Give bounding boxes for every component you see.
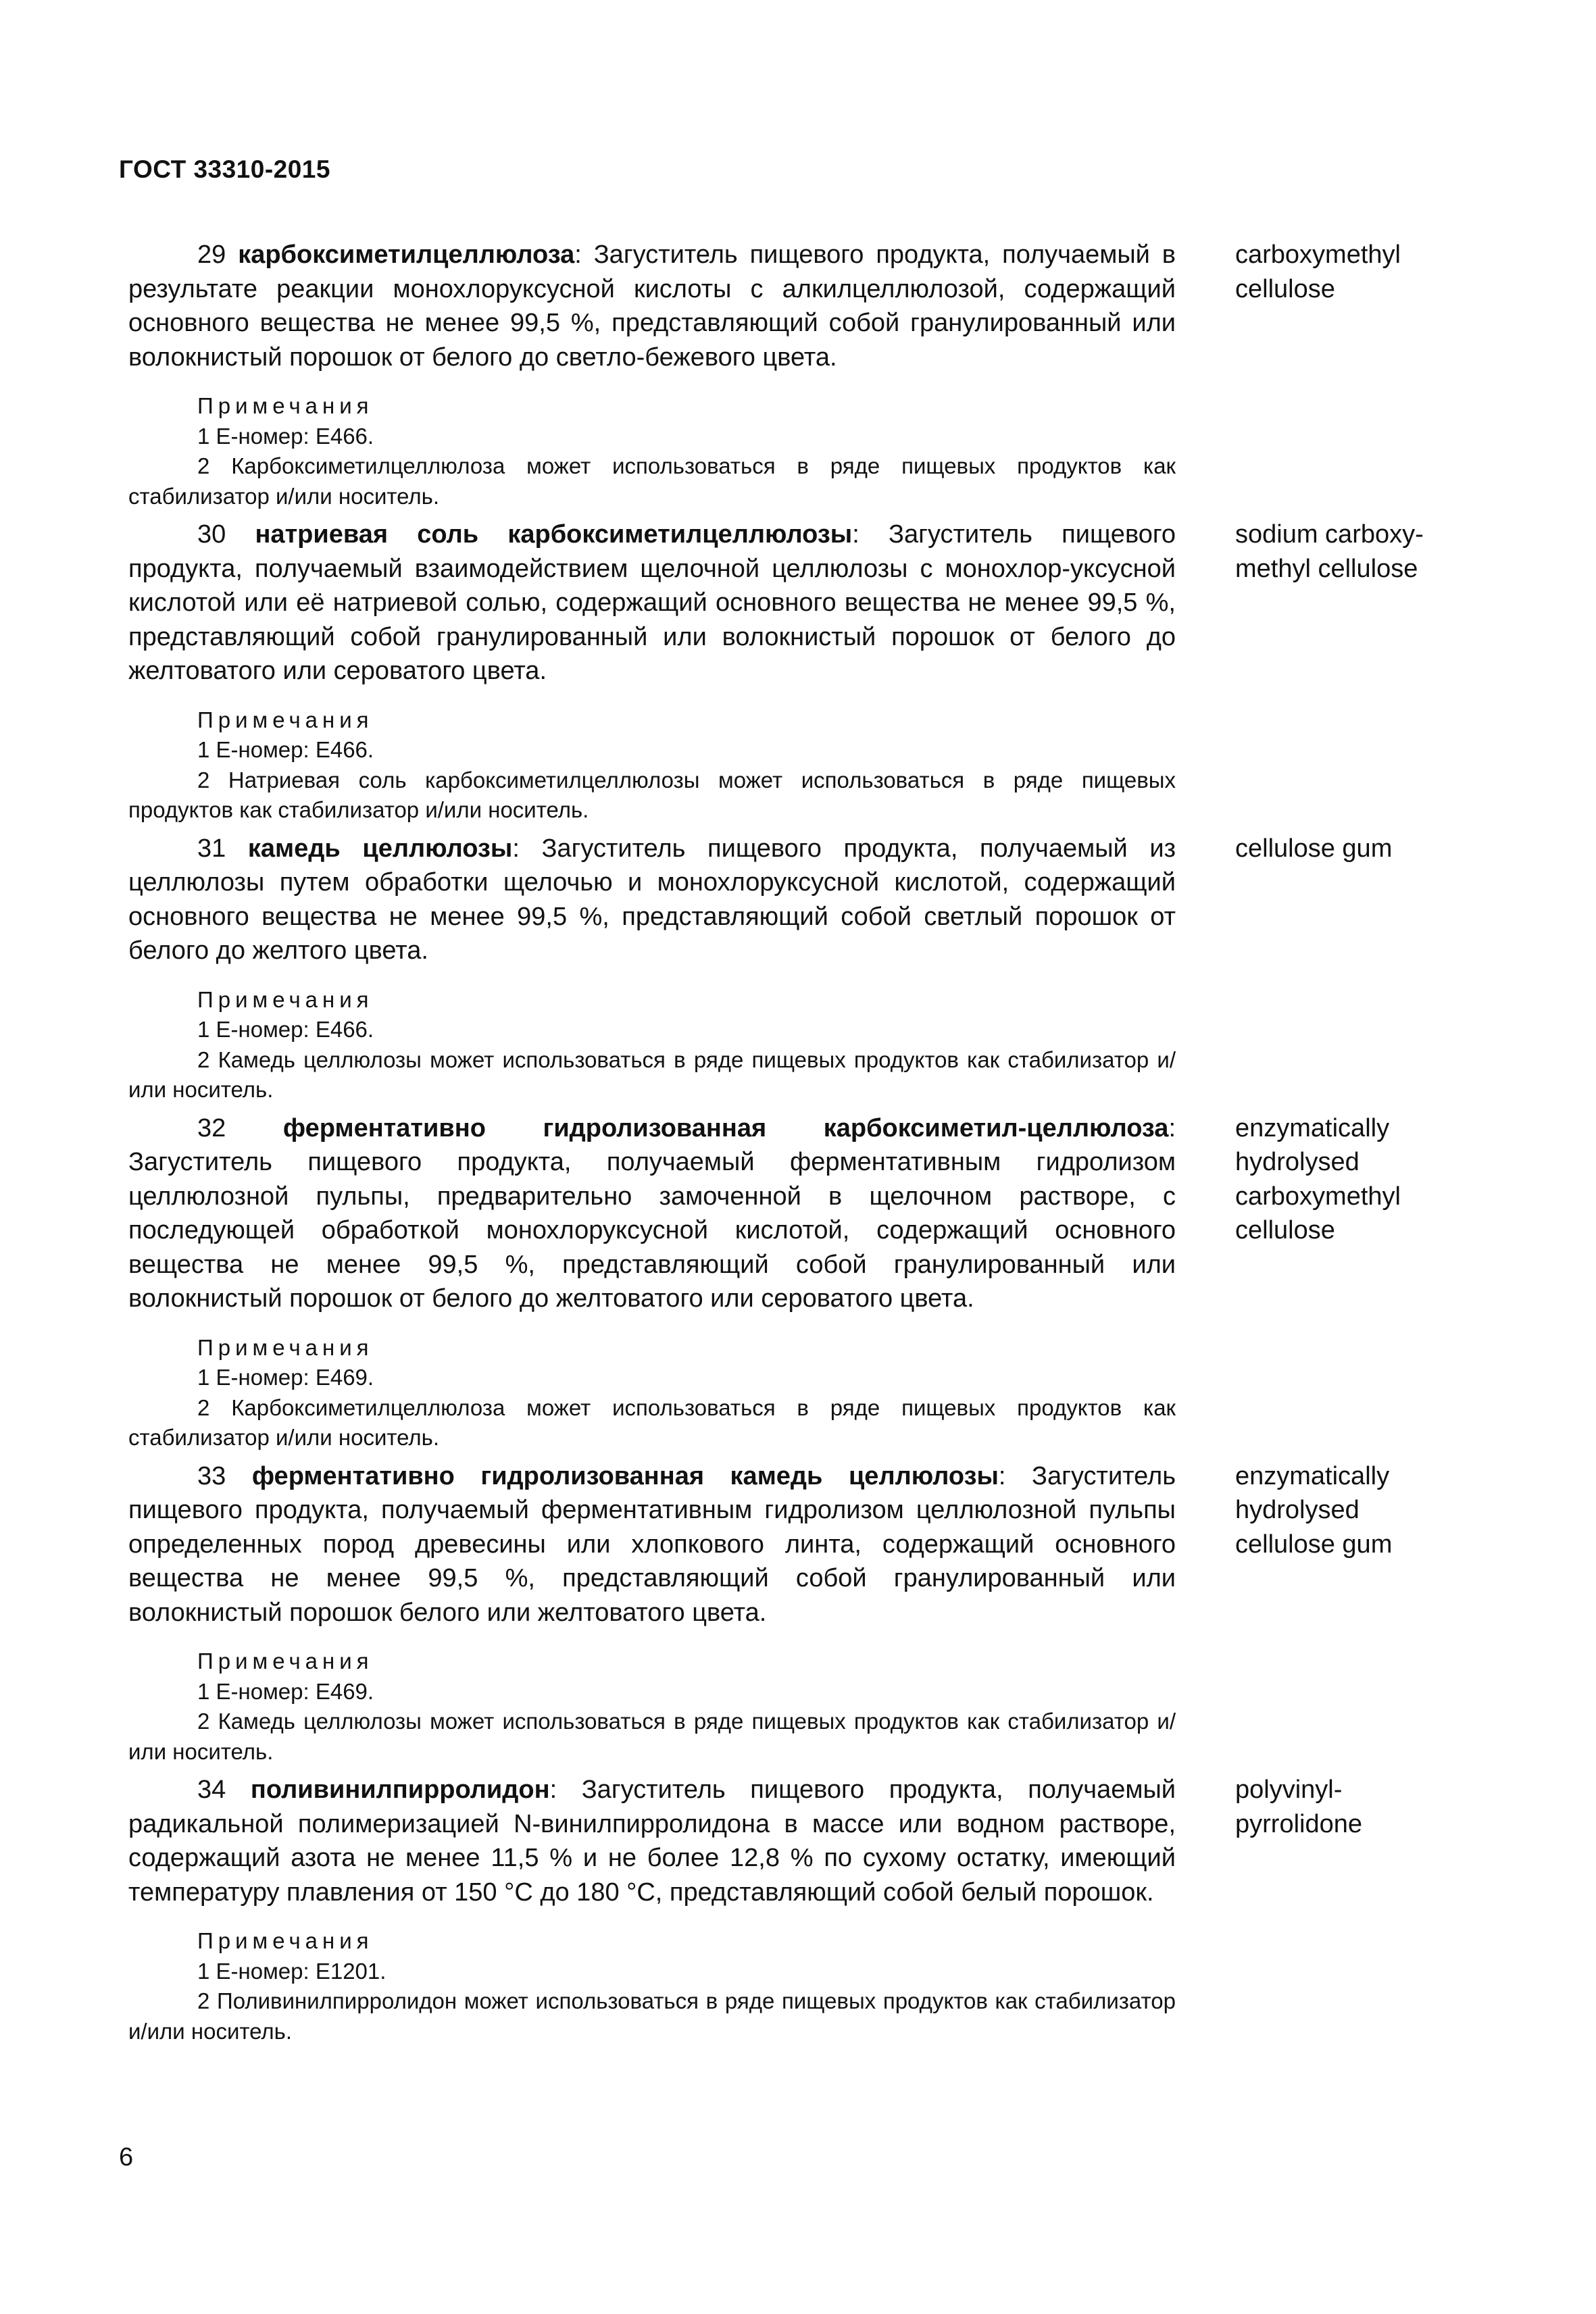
english-term-line: pyrrolidone <box>1235 1809 1362 1838</box>
notes-title: Примечания <box>197 1334 374 1360</box>
notes-block <box>128 1926 1176 2046</box>
english-term-line: hydrolysed <box>1235 1148 1360 1176</box>
term-definition: 31 камедь целлюлозы: Загуститель пищевого продукта, получаемый из целлюлозы путем обработки щелочью и монохлоруксусной кислотой, содержащий основного вещества не менее 99,5 %, представляющий собой светлый порошок от белого до желтого цвета. <box>128 834 1176 965</box>
term-entry-34 <box>128 1773 1439 2053</box>
definition-text: Загуститель пищевого продукта, получаемый ферментативным гидролизом целлюлозной пульпы, предварительно замоченной в щелочном растворе, с последующей обработкой монохлоруксусной кислотой, содержащий основного вещества не менее 99,5 %, представляющий собой гранулированный или волокнистый порошок от белого до желтоватого или сероватого цвета. <box>128 1148 1176 1313</box>
term-name: камедь целлюлозы <box>247 834 513 863</box>
definition-text: Загуститель пищевого продукта, получаемый ферментативным гидролизом целлюлозной пульпы определенных пород древесины или хлопкового линта, содержащий основного вещества не менее 99,5 %, представляющий собой гранулированный или волокнистый порошок белого или желтоватого цвета. <box>128 1461 1176 1627</box>
term-definition: 34 поливинилпирролидон: Загуститель пищевого продукта, получаемый радикальной полимеризацией N-винилпирролидона в массе или водном растворе, содержащий азота не менее 11,5 % и не более 12,8 % по сухому остатку, имеющий температуру плавления от 150 °С до 180 °С, представляющий собой белый порошок. <box>128 1776 1176 1907</box>
term-entry-33 <box>128 1459 1439 1774</box>
entry-main <box>128 518 1176 832</box>
notes-block <box>128 1333 1176 1453</box>
definition-text: Загуститель пищевого продукта, получаемый взаимодействием щелочной целлюлозы с монохлор-уксусной кислотой или её натриевой солью, содержащий основного вещества не менее 99,5 %, представляющий собой гранулированный или волокнистый порошок от белого до желтоватого или сероватого цвета. <box>128 520 1176 685</box>
notes-block <box>128 705 1176 826</box>
notes-block <box>128 391 1176 511</box>
note-1: 1 Е-номер: Е469. <box>197 1678 374 1704</box>
term-number: 31 <box>197 834 226 863</box>
english-term-line: cellulose gum <box>1235 834 1393 863</box>
english-equivalent <box>1235 1773 1451 1841</box>
term-name: ферментативно гидролизованная карбоксиметил-целлюлоза <box>282 1113 1169 1142</box>
notes-title: Примечания <box>197 1928 374 1953</box>
english-term-line: carboxymethyl <box>1235 1182 1401 1211</box>
term-entry-32 <box>128 1111 1439 1459</box>
notes-title: Примечания <box>197 986 374 1012</box>
note-2: 2 Карбоксиметилцеллюлоза может использоваться в ряде пищевых продуктов как стабилизатор и/или носитель. <box>128 1394 1176 1450</box>
english-term-line: enzymatically <box>1235 1113 1390 1142</box>
term-definition: 32 ферментативно гидролизованная карбоксиметил-целлюлоза: Загуститель пищевого продукта, получаемый ферментативным гидролизом целлюлозной пульпы, предварительно замоченной в щелочном растворе, с последующей обработкой монохлоруксусной кислотой, содержащий основного вещества не менее 99,5 %, представляющий собой гранулированный или волокнистый порошок от белого до желтоватого или сероватого цвета. <box>128 1113 1176 1313</box>
term-name: ферментативно гидролизованная камедь целлюлозы <box>251 1461 999 1490</box>
note-2: 2 Карбоксиметилцеллюлоза может использоваться в ряде пищевых продуктов как стабилизатор и/или носитель. <box>128 453 1176 509</box>
definition-text: Загуститель пищевого продукта, получаемый радикальной полимеризацией N-винилпирролидона в массе или водном растворе, содержащий азота не менее 11,5 % и не более 12,8 % по сухому остатку, имеющий температуру плавления от 150 °С до 180 °С, представляющий собой белый порошок. <box>128 1776 1176 1907</box>
page-number: 6 <box>119 2143 134 2171</box>
term-number: 33 <box>197 1461 226 1490</box>
notes-title: Примечания <box>197 707 374 732</box>
term-name: карбоксиметилцеллюлоза <box>238 241 575 269</box>
term-entry-31 <box>128 832 1439 1111</box>
term-definition: 33 ферментативно гидролизованная камедь целлюлозы: Загуститель пищевого продукта, получаемый ферментативным гидролизом целлюлозной пульпы определенных пород древесины или хлопкового линта, содержащий основного вещества не менее 99,5 %, представляющий собой гранулированный или волокнистый порошок белого или желтоватого цвета. <box>128 1461 1176 1627</box>
term-entry-30 <box>128 518 1439 832</box>
term-name: натриевая соль карбоксиметилцеллюлозы <box>255 520 853 549</box>
entry-main <box>128 832 1176 1111</box>
entry-main <box>128 1773 1176 2053</box>
notes-block <box>128 985 1176 1105</box>
note-1: 1 Е-номер: Е469. <box>197 1365 374 1390</box>
english-term-line: methyl cellulose <box>1235 554 1418 583</box>
note-2: 2 Камедь целлюлозы может использоваться в ряде пищевых продуктов как стабилизатор и/или носитель. <box>128 1047 1176 1102</box>
english-term-line: carboxymethyl <box>1235 241 1401 269</box>
note-2: 2 Камедь целлюлозы может использоваться в ряде пищевых продуктов как стабилизатор и/или носитель. <box>128 1709 1176 1764</box>
term-name: поливинилпирролидон <box>250 1776 550 1804</box>
english-equivalent <box>1235 518 1451 586</box>
english-equivalent <box>1235 1459 1451 1562</box>
term-definition: 30 натриевая соль карбоксиметилцеллюлозы: Загуститель пищевого продукта, получаемый взаимодействием щелочной целлюлозы с монохлор-уксусной кислотой или её натриевой солью, содержащий основного вещества не менее 99,5 %, представляющий собой гранулированный или волокнистый порошок от белого до желтоватого или сероватого цвета. <box>128 520 1176 685</box>
term-definition: 29 карбоксиметилцеллюлоза: Загуститель пищевого продукта, получаемый в результате реакции монохлоруксусной кислоты с алкилцеллюлозой, содержащий основного вещества не менее 99,5 %, представляющий собой гранулированный или волокнистый порошок от белого до светло-бежевого цвета. <box>128 241 1176 372</box>
english-term-line: cellulose <box>1235 1216 1335 1244</box>
english-term-line: cellulose gum <box>1235 1530 1393 1559</box>
term-number: 30 <box>197 520 226 549</box>
term-number: 34 <box>197 1776 226 1804</box>
notes-block <box>128 1646 1176 1767</box>
english-equivalent <box>1235 1111 1451 1248</box>
notes-title: Примечания <box>197 393 374 418</box>
term-entries <box>128 238 1439 2053</box>
note-1: 1 Е-номер: Е466. <box>197 737 374 762</box>
entry-main <box>128 1111 1176 1459</box>
english-equivalent <box>1235 238 1451 306</box>
term-entry-29 <box>128 238 1439 518</box>
definition-text: Загуститель пищевого продукта, получаемый в результате реакции монохлоруксусной кислоты с алкилцеллюлозой, содержащий основного вещества не менее 99,5 %, представляющий собой гранулированный или волокнистый порошок от белого до светло-бежевого цвета. <box>128 241 1176 372</box>
english-term-line: hydrolysed <box>1235 1496 1360 1524</box>
definition-text: Загуститель пищевого продукта, получаемый из целлюлозы путем обработки щелочью и монохлоруксусной кислотой, содержащий основного вещества не менее 99,5 %, представляющий собой светлый порошок от белого до желтого цвета. <box>128 834 1176 965</box>
note-2: 2 Поливинилпирролидон может использоваться в ряде пищевых продуктов как стабилизатор и/или носитель. <box>128 1988 1176 2044</box>
notes-title: Примечания <box>197 1649 374 1674</box>
document-header: ГОСТ 33310-2015 <box>119 155 330 183</box>
note-1: 1 Е-номер: Е1201. <box>197 1958 386 1984</box>
english-term-line: sodium carboxy- <box>1235 520 1424 549</box>
english-term-line: cellulose <box>1235 274 1335 303</box>
entry-main <box>128 1459 1176 1774</box>
term-number: 32 <box>197 1113 226 1142</box>
term-number: 29 <box>197 241 226 269</box>
entry-main <box>128 238 1176 518</box>
english-equivalent <box>1235 832 1451 866</box>
note-2: 2 Натриевая соль карбоксиметилцеллюлозы может использоваться в ряде пищевых продуктов как стабилизатор и/или носитель. <box>128 767 1176 822</box>
english-term-line: polyvinyl- <box>1235 1776 1343 1804</box>
english-term-line: enzymatically <box>1235 1461 1390 1490</box>
note-1: 1 Е-номер: Е466. <box>197 1017 374 1042</box>
note-1: 1 Е-номер: Е466. <box>197 423 374 449</box>
